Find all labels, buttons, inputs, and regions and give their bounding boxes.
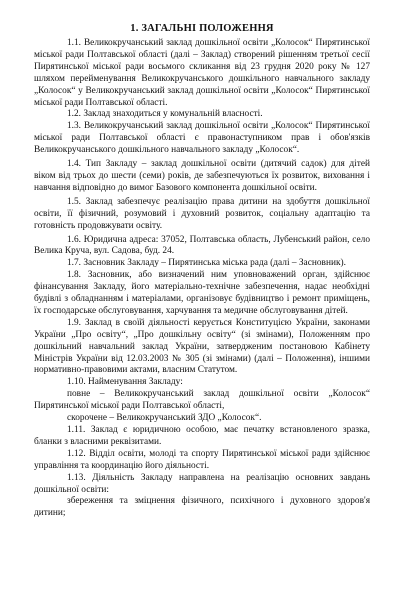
paragraph-1-7: 1.7. Засновник Закладу – Пирятинська міська рада (далі – Засновник). bbox=[67, 258, 346, 269]
paragraph-1-11: 1.11. Заклад є юридичною особою, має печатку встановленого зразка, бланки з власними реквізитами. bbox=[34, 425, 370, 447]
name-full: повне – Великокручанський заклад дошкільної освіти „Колосок“ Пирятинської міської ради Полтавської області, bbox=[34, 389, 370, 412]
task-item: збереження та зміцнення фізичного, психічного і духовного здоров'я дитини; bbox=[34, 496, 370, 519]
name-short: скорочене – Великокручанський ЗДО „Колосок“. bbox=[67, 413, 262, 424]
paragraph-1-10: 1.10. Найменування Закладу: bbox=[67, 377, 183, 388]
section-heading: 1. ЗАГАЛЬНІ ПОЛОЖЕННЯ bbox=[130, 23, 274, 34]
paragraph-1-6: 1.6. Юридична адреса: 37052, Полтавська область, Лубенський район, село Велика Круча, вул. Садова, буд. 24. bbox=[34, 234, 370, 257]
paragraph-1-8: 1.8. Засновник, або визначений ним уповноважений орган, здійснює фінансування Закладу, його матеріально-технічне забезпечення, надає необхідні будівлі з обладнанням і матеріалами, організовує будівництво і ремонт приміщень, їх господарське обслуговування, харчування та медичне обслуговування дітей. bbox=[34, 270, 370, 316]
paragraph-1-3: 1.3. Великокручанський заклад дошкільної освіти „Колосок“ Пирятинської міської ради Полтавської області є правонаступником прав і обов'язків Великокручанського дошкільного навчального закладу „Колосок“. bbox=[34, 121, 370, 156]
paragraph-1-9: 1.9. Заклад в своїй діяльності керується Конституцією України, законами України „Про освіту“, „Про дошкільну освіту“ (зі змінами), Положенням про дошкільний навчальний заклад України, затвердженим постановою Кабінету Міністрів України від 12.03.2003 № 305 (зі змінами) (далі – Положення), іншими нормативно-правовими актами, власним Статутом. bbox=[34, 317, 370, 376]
paragraph-1-12: 1.12. Відділ освіти, молоді та спорту Пирятинської міської ради здійснює управління та координацію його діяльності. bbox=[34, 448, 370, 471]
paragraph-1-4: 1.4. Тип Закладу – заклад дошкільної освіти (дитячий садок) для дітей віком від трьох до шести (семи) років, де забезпечуються їх розвиток, виховання і навчання відповідно до вимог Базового компонента дошкільної освіти. bbox=[34, 159, 370, 193]
paragraph-1-13: 1.13. Діяльність Закладу направлена на реалізацію основних завдань дошкільної освіти: bbox=[34, 472, 370, 495]
paragraph-1-2: 1.2. Заклад знаходиться у комунальній власності. bbox=[67, 109, 263, 120]
paragraph-1-5: 1.5. Заклад забезпечує реалізацію права дитини на здобуття дошкільної освіти, її фізичний, розумовий і духовний розвиток, соціальну адаптацію та готовність продовжувати освіту. bbox=[34, 196, 370, 231]
paragraph-1-1: 1.1. Великокручанський заклад дошкільної освіти „Колосок“ Пирятинської міської ради Полтавської області (далі – Заклад) створений рішенням третьої сесії Пирятинської міської ради восьмого скликання від 23 грудня 2020 року № 127 шляхом перейменування Великокручанського дошкільного навчального закладу „Колосок“ у Великокручанський заклад дошкільної освіти „Колосок“ Пирятинської міської ради Полтавської області. bbox=[34, 38, 370, 108]
